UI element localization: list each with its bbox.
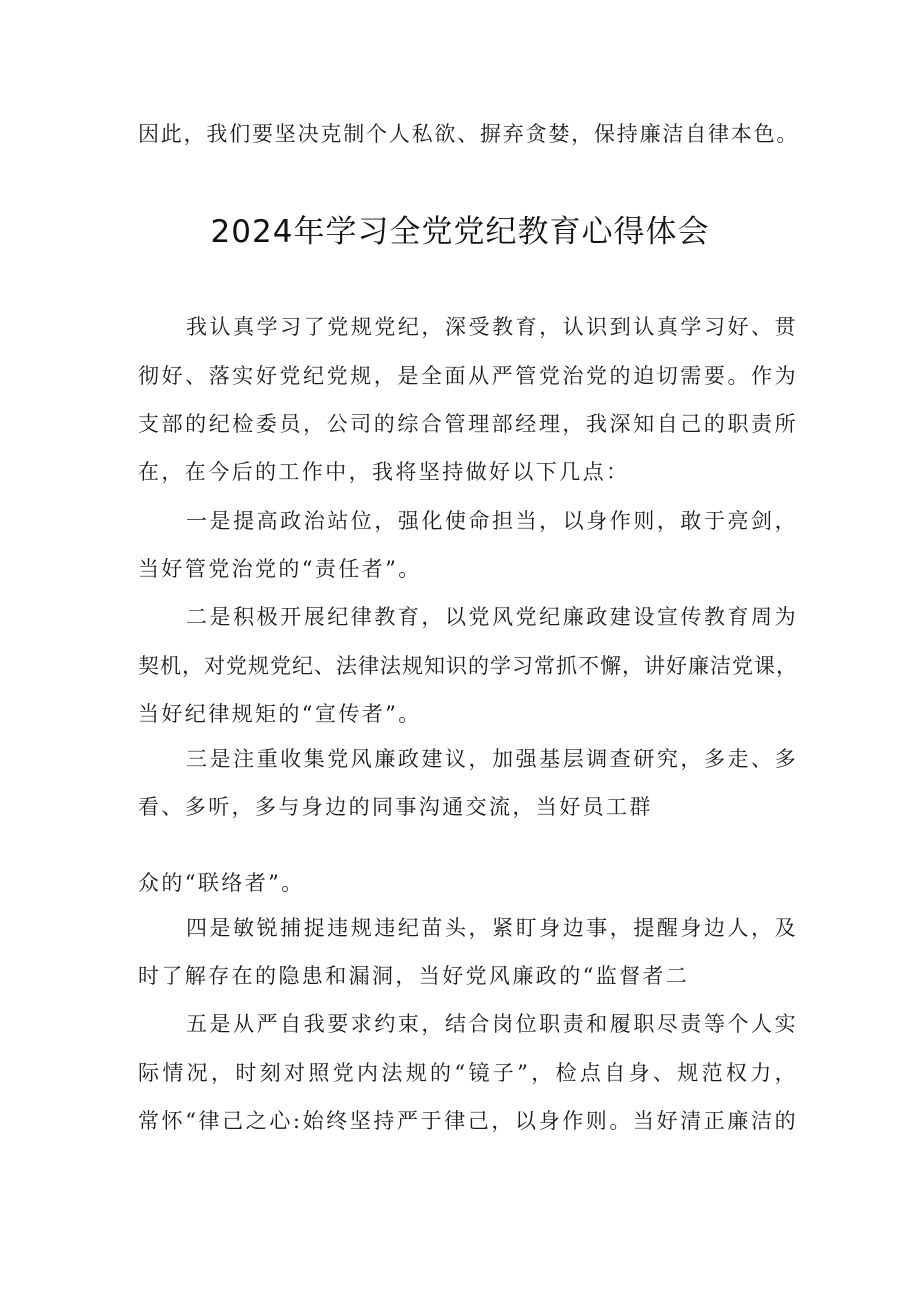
body-line: 因此，我们要坚决克制个人私欲、摒弃贪婪，保持廉洁自律本色。 [138,122,800,146]
body-line: 二是积极开展纪律教育，以党风党纪廉政建设宣传教育周为 [186,605,798,629]
body-line: 在，在今后的工作中，我将坚持做好以下几点： [138,460,630,484]
body-line: 一是提高政治站位，强化使命担当，以身作则，敢于亮剑， [186,509,798,533]
body-line: 当好纪律规矩的“宣传者”。 [138,702,422,726]
body-line: 际情况，时刻对照党内法规的“镜子”，检点自身、规范权力， [138,1061,798,1085]
body-line: 彻好、落实好党纪党规，是全面从严管党治党的迫切需要。作为 [138,364,798,388]
body-line: 常怀“律己之心:始终坚持严于律己，以身作则。当好清正廉洁的 [138,1109,798,1133]
body-line: 四是敏锐捕捉违规违纪苗头，紧盯身边事，提醒身边人，及 [186,916,798,940]
document-title: 2024年学习全党党纪教育心得体会 [210,214,710,250]
body-line: 三是注重收集党风廉政建议，加强基层调查研究，多走、多 [186,747,798,771]
body-line: 契机，对党规党纪、法律法规知识的学习常抓不懈，讲好廉洁党课， [138,654,798,678]
body-line: 时了解存在的隐患和漏洞，当好党风廉政的“监督者二 [138,964,690,988]
body-line: 我认真学习了党规党纪，深受教育，认识到认真学习好、贯 [186,315,798,339]
body-line: 众的“联络者”。 [138,871,305,895]
body-line: 支部的纪检委员，公司的综合管理部经理，我深知自己的职责所 [138,412,798,436]
body-line: 五是从严自我要求约束，结合岗位职责和履职尽责等个人实 [186,1012,798,1036]
body-line: 当好管党治党的“责任者”。 [138,557,422,581]
body-line: 看、多听，多与身边的同事沟通交流，当好员工群 [138,795,653,819]
